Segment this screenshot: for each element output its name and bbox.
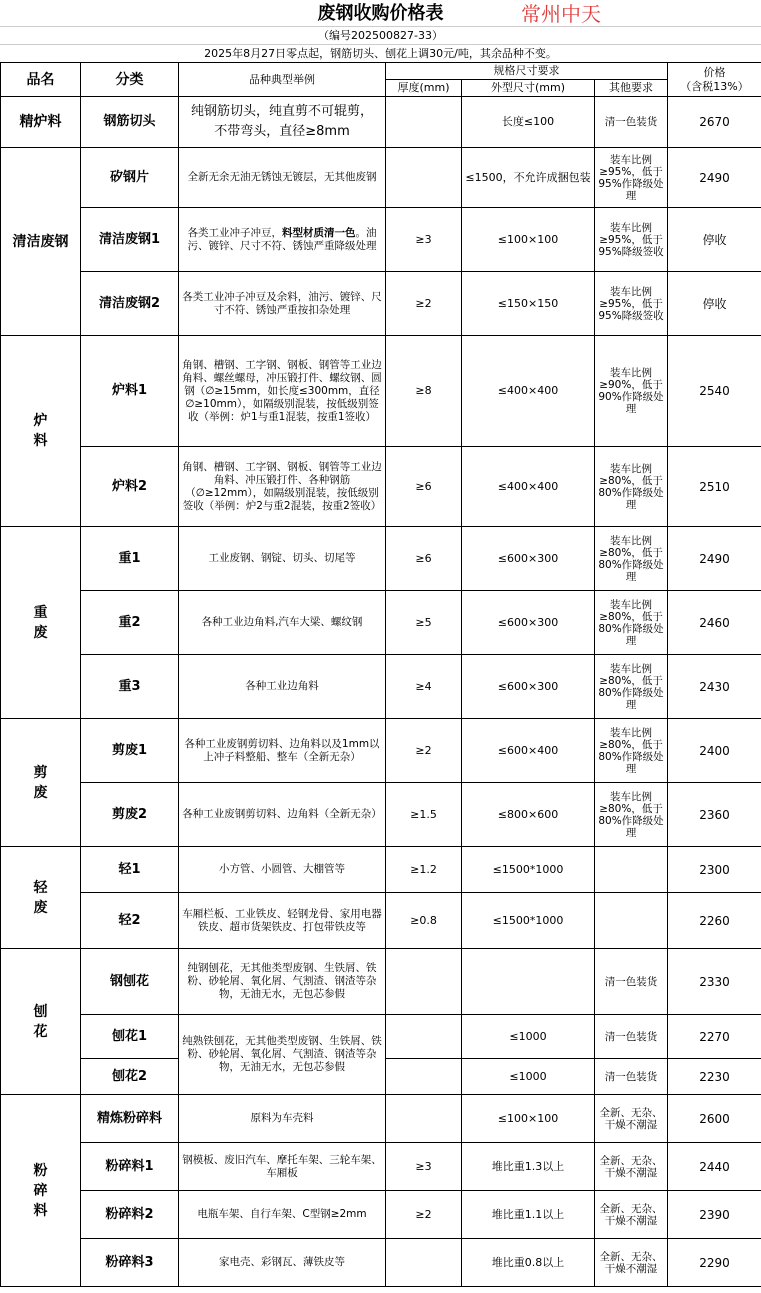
table-row (1, 1015, 761, 1059)
group-label-text: 剪废 (33, 764, 48, 801)
price-cell: 停收 (668, 208, 761, 272)
examples-cell: 钢模板、废旧汽车、摩托车架、三轮车架、车厢板 (179, 1143, 386, 1191)
group-label-text: 粉碎料 (33, 1162, 48, 1219)
size-cell: ≤600×300 (462, 655, 595, 719)
examples-cell: 全新无余无油无锈蚀无镀层，无其他废钢 (179, 148, 386, 208)
brand-watermark: 常州中天 (521, 2, 601, 26)
document-code: （编号202500827-33） (0, 27, 761, 45)
group-label (1, 527, 81, 719)
thickness-cell: ≥4 (386, 655, 462, 719)
page-title: 废钢收购价格表 (317, 3, 444, 24)
category-cell: 剪废2 (81, 783, 179, 847)
category-cell: 钢刨花 (81, 949, 179, 1015)
size-cell: ≤100×100 (462, 208, 595, 272)
category-cell: 粉碎料2 (81, 1191, 179, 1239)
thickness-cell (386, 1095, 462, 1143)
examples-cell: 纯熟铁刨花，无其他类型废钢、生铁屑、铁粉、砂轮屑、氧化屑、气割渣、钢渣等杂物，无油无水，无包芯参假 (179, 1015, 386, 1095)
category-cell: 重2 (81, 591, 179, 655)
size-cell: ≤1500*1000 (462, 847, 595, 893)
size-cell: ≤400×400 (462, 447, 595, 527)
category-cell: 轻1 (81, 847, 179, 893)
price-cell: 2290 (668, 1239, 761, 1287)
group-label (1, 336, 81, 527)
examples-cell: 各种工业废钢剪切料、边角料（全新无杂） (179, 783, 386, 847)
size-cell: 堆比重1.1以上 (462, 1191, 595, 1239)
thickness-cell: ≥6 (386, 447, 462, 527)
price-cell: 2400 (668, 719, 761, 783)
table-row (1, 1191, 761, 1239)
price-cell: 2270 (668, 1015, 761, 1059)
col-other: 其他要求 (595, 80, 668, 97)
examples-cell: 小方管、小圆管、大棚管等 (179, 847, 386, 893)
examples-cell: 角钢、槽钢、工字钢、钢板、钢管等工业边角料、螺丝螺母，冲压锻打件、螺纹钢、圆钢（∅≥15mm，如长度≤300mm，直径∅≥10mm），如隔级别混装，按低级别签收（举例：炉1与重1混装，按重1签收） (179, 336, 386, 447)
group-label-text: 轻废 (33, 879, 48, 916)
examples-cell: 各种工业废钢剪切料、边角料以及1mm以上冲子料整船、整车（全新无杂） (179, 719, 386, 783)
price-cell: 2390 (668, 1191, 761, 1239)
thickness-cell (386, 1015, 462, 1059)
thickness-cell: ≥3 (386, 208, 462, 272)
col-size: 外型尺寸(mm) (462, 80, 595, 97)
other-cell: 清一色装货 (595, 1059, 668, 1095)
price-cell: 2260 (668, 893, 761, 949)
group-label (1, 1095, 81, 1287)
size-cell: ≤400×400 (462, 336, 595, 447)
other-cell: 装车比例≥95%，低于95%作降级处理 (595, 148, 668, 208)
examples-cell: 车厢栏板、工业铁皮、轻钢龙骨、家用电器铁皮、超市货架铁皮、打包带铁皮等 (179, 893, 386, 949)
category-cell: 炉料1 (81, 336, 179, 447)
size-cell: 堆比重1.3以上 (462, 1143, 595, 1191)
other-cell: 装车比例≥80%，低于80%作降级处理 (595, 527, 668, 591)
col-category: 分类 (81, 63, 179, 97)
table-header-row (1, 63, 761, 80)
category-cell: 刨花2 (81, 1059, 179, 1095)
price-cell: 2490 (668, 148, 761, 208)
size-cell: ≤1500*1000 (462, 893, 595, 949)
size-cell: ≤1000 (462, 1059, 595, 1095)
other-cell: 全新、无杂、干燥不潮湿 (595, 1095, 668, 1143)
category-cell: 清洁废钢2 (81, 272, 179, 336)
price-cell: 2600 (668, 1095, 761, 1143)
thickness-cell (386, 97, 462, 148)
category-cell: 清洁废钢1 (81, 208, 179, 272)
other-cell: 清一色装货 (595, 1015, 668, 1059)
price-table (0, 62, 761, 1287)
thickness-cell: ≥3 (386, 1143, 462, 1191)
size-cell: ≤600×300 (462, 527, 595, 591)
examples-text-bold: 料型材质清一色 (282, 226, 356, 239)
price-cell: 2510 (668, 447, 761, 527)
group-label-text: 炉料 (33, 413, 48, 449)
thickness-cell: ≥2 (386, 719, 462, 783)
other-cell: 全新、无杂、干燥不潮湿 (595, 1191, 668, 1239)
group-label (1, 719, 81, 847)
table-row (1, 783, 761, 847)
other-cell: 装车比例≥80%，低于80%作降级处理 (595, 783, 668, 847)
thickness-cell: ≥5 (386, 591, 462, 655)
other-cell: 装车比例≥95%，低于95%降级签收 (595, 272, 668, 336)
size-cell: ≤1000 (462, 1015, 595, 1059)
other-cell: 清一色装货 (595, 949, 668, 1015)
price-cell: 2440 (668, 1143, 761, 1191)
examples-cell: 各种工业边角料 (179, 655, 386, 719)
category-cell: 重1 (81, 527, 179, 591)
examples-cell: 各种工业边角料,汽车大梁、螺纹钢 (179, 591, 386, 655)
thickness-cell (386, 949, 462, 1015)
category-cell: 粉碎料3 (81, 1239, 179, 1287)
other-cell: 装车比例≥90%，低于90%作降级处理 (595, 336, 668, 447)
table-row (1, 97, 761, 148)
group-label: 清洁废钢 (1, 148, 81, 336)
examples-cell: 原料为车壳料 (179, 1095, 386, 1143)
other-cell: 装车比例≥80%，低于80%作降级处理 (595, 655, 668, 719)
table-row (1, 847, 761, 893)
price-cell: 2330 (668, 949, 761, 1015)
price-cell: 2430 (668, 655, 761, 719)
price-cell: 2490 (668, 527, 761, 591)
header (0, 0, 761, 62)
category-cell: 矽钢片 (81, 148, 179, 208)
thickness-cell: ≥2 (386, 1191, 462, 1239)
examples-text-b: 。油污、镀锌、尺寸不符、锈蚀严重降级处理 (187, 226, 377, 252)
other-cell (595, 847, 668, 893)
thickness-cell (386, 1239, 462, 1287)
table-row (1, 1143, 761, 1191)
group-label-text: 重废 (33, 604, 48, 641)
category-cell: 剪废1 (81, 719, 179, 783)
table-row (1, 336, 761, 447)
group-label: 精炉料 (1, 97, 81, 148)
table-row (1, 949, 761, 1015)
col-thickness: 厚度(mm) (386, 80, 462, 97)
price-cell: 2300 (668, 847, 761, 893)
price-notice: 2025年8月27日零点起，钢筋切头、刨花上调30元/吨，其余品种不变。 (204, 47, 557, 60)
category-cell: 粉碎料1 (81, 1143, 179, 1191)
table-row (1, 148, 761, 208)
examples-text-a: 各类工业冲子冲豆， (187, 226, 282, 239)
group-label (1, 847, 81, 949)
category-cell: 精炼粉碎料 (81, 1095, 179, 1143)
thickness-cell: ≥0.8 (386, 893, 462, 949)
table-row (1, 208, 761, 272)
category-cell: 轻2 (81, 893, 179, 949)
other-cell: 装车比例≥80%，低于80%作降级处理 (595, 719, 668, 783)
table-row (1, 655, 761, 719)
col-price-note: （含税13%） (680, 79, 749, 93)
thickness-cell: ≥1.2 (386, 847, 462, 893)
examples-cell: 纯钢刨花，无其他类型废钢、生铁屑、铁粉、砂轮屑、氧化屑、气割渣、钢渣等杂物，无油无水，无包芯参假 (179, 949, 386, 1015)
group-label-text: 刨花 (33, 1003, 48, 1040)
table-row (1, 719, 761, 783)
category-cell: 钢筋切头 (81, 97, 179, 148)
size-cell: ≤100×100 (462, 1095, 595, 1143)
examples-cell: 各类工业冲子冲豆及余料，油污、镀锌、尺寸不符、锈蚀严重按扣杂处理 (179, 272, 386, 336)
price-cell: 停收 (668, 272, 761, 336)
examples-cell: 角钢、槽钢、工字钢、钢板、钢管等工业边角料、冲压锻打件、各种钢筋（∅≥12mm），如隔级别混装，按低级别签收（举例：炉2与重2混装，按重2签收） (179, 447, 386, 527)
other-cell: 装车比例≥80%，低于80%作降级处理 (595, 447, 668, 527)
col-price-label: 价格 (703, 65, 726, 79)
size-cell: ≤600×300 (462, 591, 595, 655)
table-row (1, 893, 761, 949)
price-cell: 2460 (668, 591, 761, 655)
price-cell: 2230 (668, 1059, 761, 1095)
table-row (1, 591, 761, 655)
col-price (668, 63, 761, 97)
examples-cell (179, 208, 386, 272)
group-label (1, 949, 81, 1095)
examples-cell: 家电壳、彩钢瓦、薄铁皮等 (179, 1239, 386, 1287)
size-cell: ≤800×600 (462, 783, 595, 847)
col-product: 品名 (1, 63, 81, 97)
table-row (1, 527, 761, 591)
other-cell: 清一色装货 (595, 97, 668, 148)
col-spec: 规格尺寸要求 (386, 63, 668, 80)
other-cell (595, 893, 668, 949)
thickness-cell: ≥1.5 (386, 783, 462, 847)
table-row (1, 1239, 761, 1287)
category-cell: 重3 (81, 655, 179, 719)
price-cell: 2360 (668, 783, 761, 847)
price-cell: 2540 (668, 336, 761, 447)
size-cell: 长度≤100 (462, 97, 595, 148)
other-cell: 装车比例≥80%，低于80%作降级处理 (595, 591, 668, 655)
thickness-cell (386, 1059, 462, 1095)
other-cell: 装车比例≥95%，低于95%降级签收 (595, 208, 668, 272)
col-examples: 品种典型举例 (179, 63, 386, 97)
size-cell (462, 949, 595, 1015)
table-row (1, 272, 761, 336)
price-cell: 2670 (668, 97, 761, 148)
title-row (0, 0, 761, 27)
thickness-cell: ≥8 (386, 336, 462, 447)
thickness-cell: ≥6 (386, 527, 462, 591)
table-row (1, 447, 761, 527)
size-cell: ≤1500，不允许成捆包装 (462, 148, 595, 208)
thickness-cell: ≥2 (386, 272, 462, 336)
category-cell: 炉料2 (81, 447, 179, 527)
examples-cell: 电瓶车架、自行车架、C型钢≥2mm (179, 1191, 386, 1239)
size-cell: 堆比重0.8以上 (462, 1239, 595, 1287)
size-cell: ≤150×150 (462, 272, 595, 336)
examples-cell: 工业废钢、钢锭、切头、切尾等 (179, 527, 386, 591)
category-cell: 刨花1 (81, 1015, 179, 1059)
size-cell: ≤600×400 (462, 719, 595, 783)
other-cell: 全新、无杂、干燥不潮湿 (595, 1239, 668, 1287)
thickness-cell (386, 148, 462, 208)
other-cell: 全新、无杂、干燥不潮湿 (595, 1143, 668, 1191)
examples-cell: 纯钢筋切头，纯直剪不可辊剪，不带弯头，直径≥8mm (179, 97, 386, 148)
table-row (1, 1095, 761, 1143)
